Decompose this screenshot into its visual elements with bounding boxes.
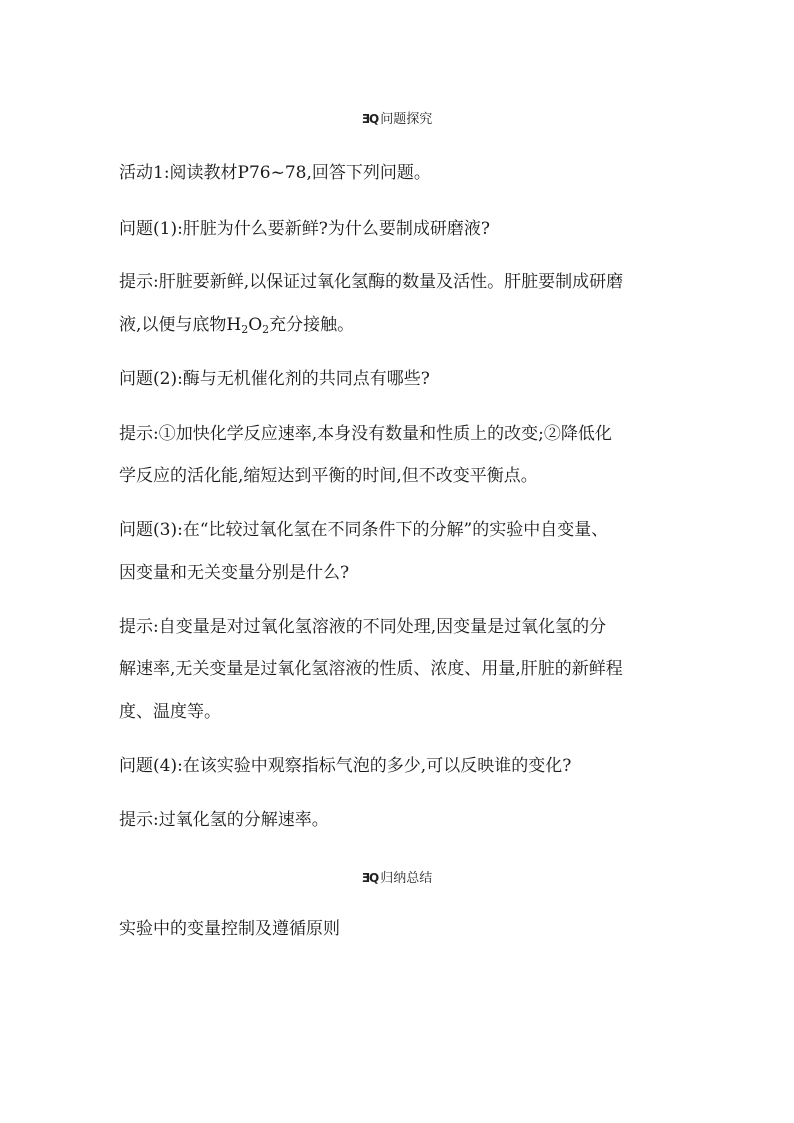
summary-icon: ƎQ (361, 871, 379, 885)
question-1: 问题(1):肝脏为什么要新鲜?为什么要制成研磨液? (119, 219, 491, 239)
summary-heading: 实验中的变量控制及遵循原则 (119, 919, 340, 939)
answer-1-line-2-start: 液,以便与底物H (119, 315, 242, 335)
question-3-line-1: 问题(3):在“比较过氧化氢在不同条件下的分解”的实验中自变量、 (119, 520, 609, 540)
h2o2-subscript-1: 2 (241, 323, 249, 336)
answer-1-line-2 (119, 314, 354, 336)
section-title-summary: 归纳总结 (380, 871, 433, 886)
answer-2-line-1: 提示:①加快化学反应速率,本身没有数量和性质上的改变;②降低化 (119, 424, 612, 444)
section-header-summary (0, 870, 794, 887)
answer-4: 提示:过氧化氢的分解速率。 (119, 810, 329, 830)
answer-2-line-2: 学反应的活化能,缩短达到平衡的时间,但不改变平衡点。 (119, 466, 538, 486)
activity-instruction: 活动1:阅读教材P76~78,回答下列问题。 (119, 163, 431, 183)
answer-3-line-3: 度、温度等。 (119, 702, 221, 722)
question-inquiry-icon: ƎQ (361, 112, 379, 126)
question-3-line-2: 因变量和无关变量分别是什么? (119, 563, 350, 583)
answer-1-line-1: 提示:肝脏要新鲜,以保证过氧化氢酶的数量及活性。肝脏要制成研磨 (119, 272, 624, 292)
question-2: 问题(2):酶与无机催化剂的共同点有哪些? (119, 369, 430, 389)
question-4: 问题(4):在该实验中观察指标气泡的多少,可以反映谁的变化? (119, 756, 572, 776)
answer-3-line-1: 提示:自变量是对过氧化氢溶液的不同处理,因变量是过氧化氢的分 (119, 617, 607, 637)
answer-1-line-2-end: 充分接触。 (269, 315, 355, 335)
section-title-inquiry: 问题探究 (380, 112, 433, 127)
h2o2-subscript-2: 2 (262, 323, 270, 336)
h2o2-oxygen: O (248, 315, 263, 335)
answer-3-line-2: 解速率,无关变量是过氧化氢溶液的性质、浓度、用量,肝脏的新鲜程 (119, 659, 623, 679)
section-header-inquiry (0, 111, 794, 128)
